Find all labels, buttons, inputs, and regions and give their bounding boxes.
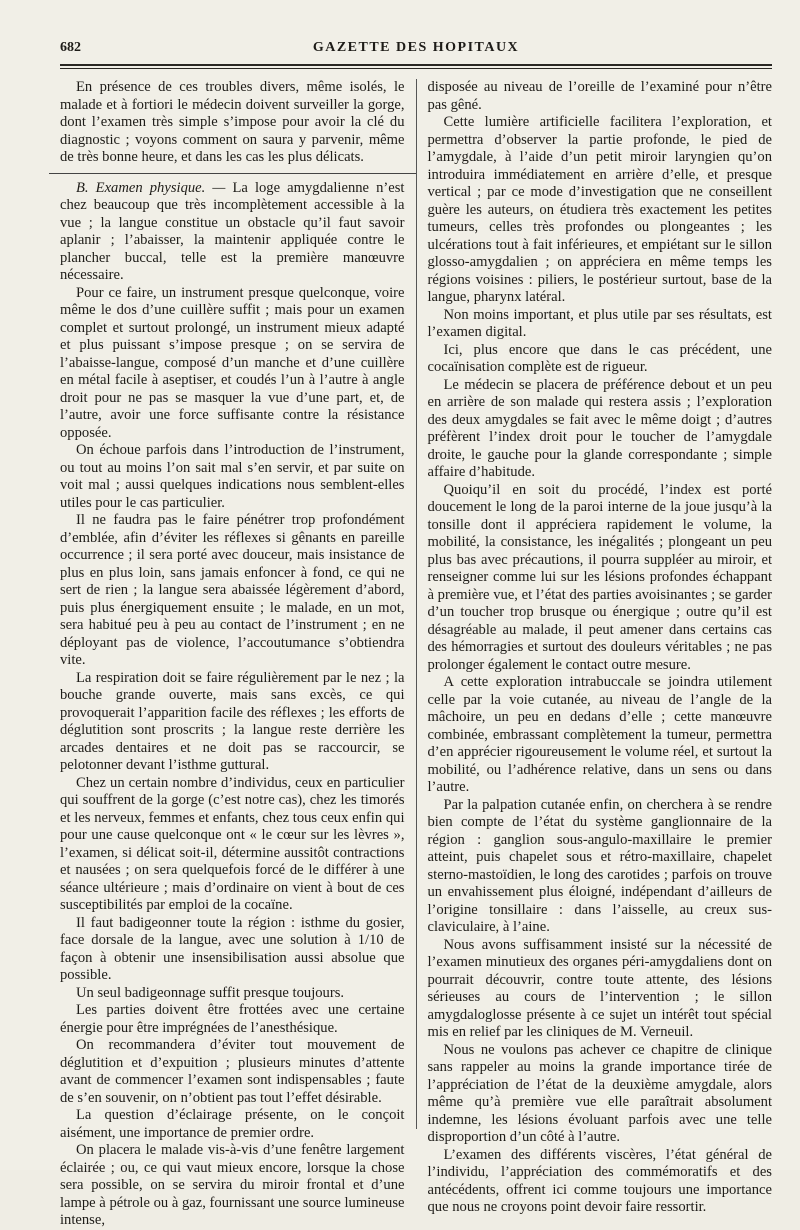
paragraph: En présence de ces troubles divers, même isolés, le malade et à fortiori le médecin doivent surveiller la gorge, dont l’examen très simple s’impose pour avoir la clé du diagnostic ; voyons comment on saura y parvenir, même de très bonne heure, et dans les cas les plus délicats. xyxy=(60,79,405,165)
paragraph: Quoiqu’il en soit du procédé, l’index est porté doucement le long de la paroi interne de la joue jusqu’à la tonsille dont il appréciera rapidement le volume, la mobilité, la consistance, les inégalités ; plongeant un peu plus bas avec précautions, il pourra suppléer au miroir, et renseigner comme lui sur les lésions profondes échappant à première vue, et l’état des parties avoisinantes ; se garder d’un toucher trop brusque ou énergique ; outre qu’il est désagréable au malade, il peut amener dans certains cas des hémorragies et surtout des douleurs véritables ; ne pas prolonger également le contact outre mesure. xyxy=(427,481,772,673)
header-rule xyxy=(60,64,772,66)
paragraph-text: La loge amygdalienne n’est chez beaucoup que très incomplètement accessible à la vue ; la langue constitue un obstacle qu’il faut savoir aplanir ; l’abaisser, la maintenir appliquée contre le plancher buccal, telle est la première manœuvre nécessaire. xyxy=(60,179,405,283)
paragraph: disposée au niveau de l’oreille de l’examiné pour n’être pas gêné. xyxy=(427,79,772,113)
header-rule-thin xyxy=(60,68,772,69)
paragraph: Le médecin se placera de préférence debout et un peu en arrière de son malade qui restera assis ; l’exploration des deux amygdales se fait avec le même doigt ; d’autres préfèrent l’index droit pour le toucher de l’amygdale droite, le gauche pour la glande correspondante ; simple affaire d’habitude. xyxy=(427,376,772,480)
paragraph: Pour ce faire, un instrument presque quelconque, voire même le dos d’une cuillère suffit ; mais pour un examen complet et surtout prolongé, un instrument mieux adapté et plus puissant s’impose presque ; on se servira de l’abaisse-langue, composé d’un manche et d’une cuillère en métal facile à aseptiser, et coudés l’un à l’autre à angle droit pour ne pas se masquer la vue d’une part, et, de l’autre, avoir une force suffisante contre la résistance opposée. xyxy=(60,284,405,441)
page-number: 682 xyxy=(60,40,81,55)
paragraph: A cette exploration intrabuccale se joindra utilement celle par la voie cutanée, au niveau de l’angle de la mâchoire, un peu en dedans d’elle ; cette manœuvre combinée, embrassant complètement la tumeur, permettra d’en apprécier rigoureusement le volume réel, et surtout la mobilité, ou l’adhérence relative, dans un sens ou dans l’autre. xyxy=(427,674,772,795)
paragraph: Cette lumière artificielle facilitera l’exploration, et permettra d’observer la partie profonde, le pied de l’amygdale, à l’aide d’un petit miroir laryngien qu’on introduira immédiatement en arrière d’elle, et presque vertical ; par ce mode d’investigation que ne conseillent guère les auteurs, on étudiera très exactement les petites tumeurs, celles très profondes ou plongeantes ; les ulcérations tout à fait inférieures, et empiétant sur le sillon glosso-amygdalien ; on appréciera en même temps les régions voisines : piliers, le postérieur surtout, base de la langue, pharynx latéral. xyxy=(427,114,772,305)
paragraph: Il ne faudra pas le faire pénétrer trop profondément d’emblée, afin d’éviter les réflexes si gênants en pareille occurrence ; il sera porté avec douceur, mais insistance de plus en plus loin, sans jamais enfoncer à fond, ce qui ne sert de rien ; la langue sera abaissée légèrement d’abord, puis plus énergiquement ensuite ; le malade, en un mot, sera habitué peu à peu au contact de l’instrument ; en ne déployant pas de violence, l’accoutumance s’obtiendra vite. xyxy=(60,512,405,668)
paragraph: La question d’éclairage présente, on le conçoit aisément, une importance de premier ordre. xyxy=(60,1107,405,1141)
paragraph: Nous avons suffisamment insisté sur la nécessité de l’examen minutieux des organes péri-amygdaliens dont on pourrait découvrir, contre toute attente, des lésions sérieuses au cours de l’intervention ; le sillon amygdaloglosse présente à ce sujet un intérêt tout spécial mis en relief par les cliniques de M. Verneuil. xyxy=(427,936,772,1040)
journal-title: GAZETTE DES HOPITAUX xyxy=(312,40,520,55)
paragraph: Nous ne voulons pas achever ce chapitre de clinique sans rappeler au moins la grande importance tirée de l’appréciation de l’état de la deuxième amygdale, alors même qu’à première vue elle paraîtrait absolument indemne, les lésions évoluant parfois avec une telle disproportion d’un côté à l’autre. xyxy=(427,1041,772,1145)
paragraph: Par la palpation cutanée enfin, on cherchera à se rendre bien compte de l’état du système ganglionnaire de la région : ganglion sous-angulo-maxillaire le premier atteint, puis chapelet sous et rétro-maxillaire, chapelet sterno-mastoïdien, le long des carotides ; parfois on trouve un envahissement plus éloigné, indépendant d’ailleurs de l’origine tonsillaire : dans l’aisselle, au creux sus-claviculaire, à l’aine. xyxy=(427,796,772,935)
paragraph: Un seul badigeonnage suffit presque toujours. xyxy=(76,984,345,1001)
text-columns xyxy=(60,79,772,1228)
paragraph: Ici, plus encore que dans le cas précédent, une cocaïnisation complète est de rigueur. xyxy=(427,341,772,375)
paragraph xyxy=(60,180,405,285)
paragraph: Chez un certain nombre d’individus, ceux en particulier qui souffrent de la gorge (c’est notre cas), chez les timorés et les nerveux, femmes et enfants, chez tous ceux enfin qui pour une cause quelconque ont « le cœur sur les lèvres », l’examen, si délicat soit-il, détermine aussitôt contractions et nausées ; on sera quelquefois forcé de le différer à une séance ultérieure ; mais d’ordinaire on vient à bout de ces susceptibilités par emploi de la cocaïne. xyxy=(60,774,405,913)
paragraph: La respiration doit se faire régulièrement par le nez ; la bouche grande ouverte, mais sans excès, ce qui provoquerait l’apparition facile des réflexes ; les efforts de déglutition sont proscrits ; la langue reste derrière les arcades dentaires et ne doit pas se raccourcir, se pelotonner devant l’isthme guttural. xyxy=(60,669,405,773)
paragraph: On échoue parfois dans l’introduction de l’instrument, ou tout au moins l’on sait mal s’en servir, et par suite on voit mal ; aussi quelques indications nous semblent-elles utiles pour le cas particulier. xyxy=(60,442,405,511)
right-column xyxy=(416,79,773,1215)
section-label: B. Examen physique. — xyxy=(76,179,226,196)
paragraph: Non moins important, et plus utile par ses résultats, est l’examen digital. xyxy=(427,306,772,340)
paragraph: Il faut badigeonner toute la région : isthme du gosier, face dorsale de la langue, avec une solution à 1/10 de façon à obtenir une insensibilisation aussi absolue que possible. xyxy=(60,914,405,983)
paragraph: On placera le malade vis-à-vis d’une fenêtre largement éclairée ; ou, ce qui vaut mieux encore, lorsque la chose sera possible, on se servira du miroir frontal et d’une lampe à pétrole ou à gaz, fournissant une source lumineuse intense, xyxy=(60,1142,405,1228)
column-divider xyxy=(49,173,416,174)
paragraph: Les parties doivent être frottées avec une certaine énergie pour être imprégnées de l’anesthésique. xyxy=(60,1002,405,1036)
left-column xyxy=(60,79,416,1228)
paragraph: On recommandera d’éviter tout mouvement de déglutition et d’expuition ; plusieurs minutes d’attente avant de commencer l’examen sont indispensables ; faute de s’en souvenir, on n’obtient pas tout l’effet désirable. xyxy=(60,1037,405,1106)
page-header xyxy=(60,34,772,60)
paragraph: L’examen des différents viscères, l’état général de l’individu, l’appréciation des commémoratifs et des antécédents, offrent ici comme toujours une importance que nous ne croyons point devoir faire ressortir. xyxy=(427,1146,772,1215)
